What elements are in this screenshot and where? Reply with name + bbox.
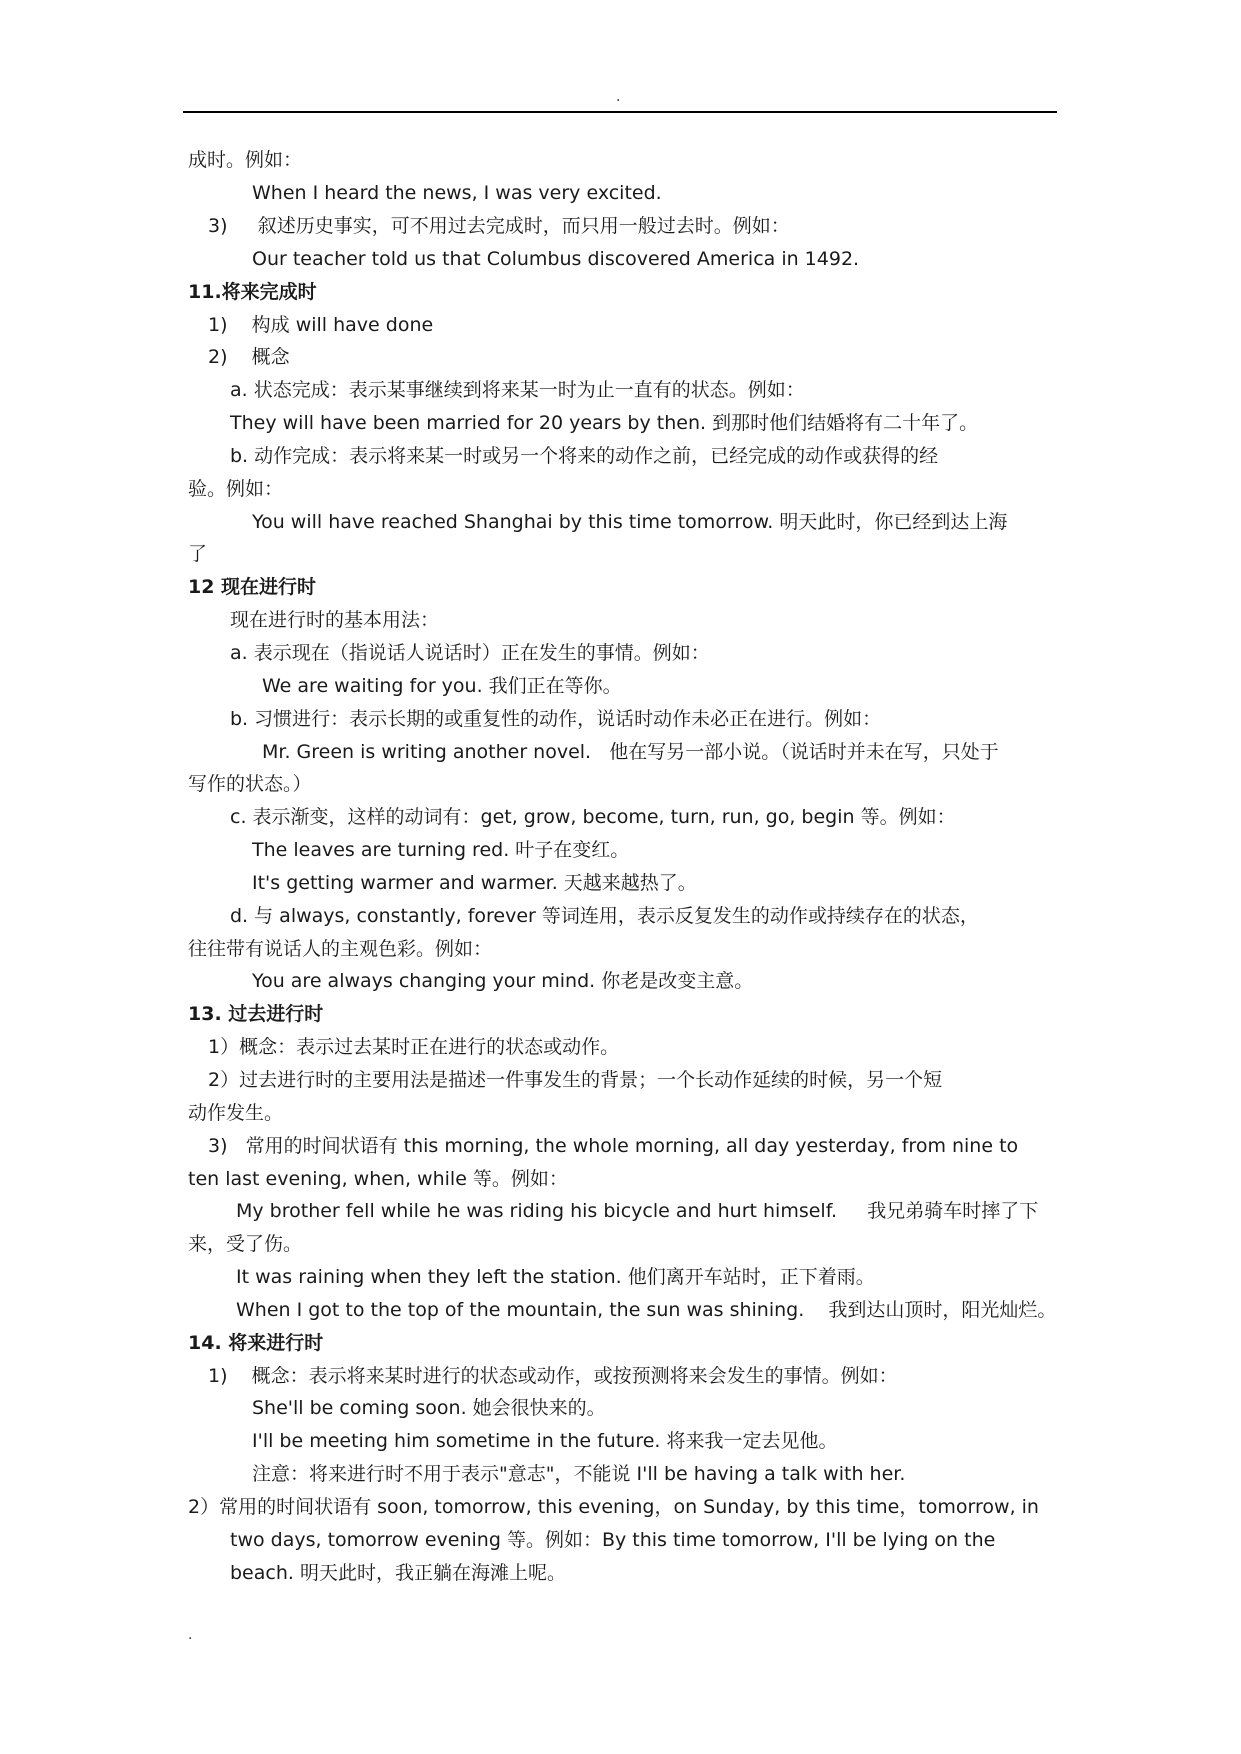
text-line: 3) 叙述历史事实，可不用过去完成时，而只用一般过去时。例如： — [208, 215, 790, 237]
text-line: a. 状态完成：表示某事继续到将来某一时为止一直有的状态。例如： — [230, 379, 805, 401]
text-line: 注意：将来进行时不用于表示"意志"，不能说 I'll be having a talk with her. — [252, 1463, 906, 1485]
text-line: d. 与 always, constantly, forever 等词连用，表示反复发生的动作或持续存在的状态， — [230, 905, 979, 927]
text-line: 2）过去进行时的主要用法是描述一件事发生的背景；一个长动作延续的时候，另一个短 — [208, 1069, 943, 1091]
text-line: 往往带有说话人的主观色彩。例如： — [188, 938, 493, 960]
text-line: two days, tomorrow evening 等。例如：By this time tomorrow, I'll be lying on the — [230, 1529, 996, 1551]
text-line: 1）概念：表示过去某时正在进行的状态或动作。 — [208, 1036, 620, 1058]
text-line: beach. 明天此时，我正躺在海滩上呢。 — [230, 1562, 566, 1584]
text-line: 写作的状态。） — [188, 773, 312, 795]
text-line: b. 习惯进行：表示长期的或重复性的动作，说话时动作未必正在进行。例如： — [230, 708, 882, 730]
text-line: 1) 构成 will have done — [208, 314, 434, 336]
text-line: Mr. Green is writing another novel. 他在写另一部小说。（说话时并未在写，只处于 — [262, 741, 999, 763]
text-line: Our teacher told us that Columbus discovered America in 1492. — [252, 248, 860, 270]
text-line: When I got to the top of the mountain, the sun was shining. 我到达山顶时，阳光灿烂。 — [236, 1299, 1057, 1321]
text-line: 2) 概念 — [208, 346, 290, 368]
text-line: It was raining when they left the station. 他们离开车站时，正下着雨。 — [236, 1266, 875, 1288]
section-heading: 11.将来完成时 — [188, 281, 317, 303]
text-line: ten last evening, when, while 等。例如： — [188, 1168, 568, 1190]
text-line: a. 表示现在（指说话人说话时）正在发生的事情。例如： — [230, 642, 710, 664]
text-line: 2）常用的时间状语有 soon, tomorrow, this evening，on Sunday, by this time，tomorrow, in — [188, 1496, 1039, 1518]
header-rule — [183, 111, 1057, 113]
text-line: You are always changing your mind. 你老是改变主意。 — [252, 970, 754, 992]
text-line: My brother fell while he was riding his bicycle and hurt himself. 我兄弟骑车时摔了下 — [236, 1200, 1039, 1222]
text-line: 3) 常用的时间状语有 this morning, the whole morning, all day yesterday, from nine to — [208, 1135, 1019, 1157]
text-line: She'll be coming soon. 她会很快来的。 — [252, 1397, 606, 1419]
text-line: b. 动作完成：表示将来某一时或另一个将来的动作之前，已经完成的动作或获得的经 — [230, 445, 939, 467]
section-heading: 13. 过去进行时 — [188, 1003, 324, 1025]
text-line: c. 表示渐变，这样的动词有：get, grow, become, turn, run, go, begin 等。例如： — [230, 806, 956, 828]
text-line: 现在进行时的基本用法： — [230, 609, 440, 631]
footer-mark: . — [188, 1627, 193, 1643]
text-line: The leaves are turning red. 叶子在变红。 — [252, 839, 630, 861]
text-line: I'll be meeting him sometime in the future. 将来我一定去见他。 — [252, 1430, 838, 1452]
text-line: 1) 概念：表示将来某时进行的状态或动作，或按预测将来会发生的事情。例如： — [208, 1365, 898, 1387]
text-line: When I heard the news, I was very excited. — [252, 182, 662, 204]
header-mark: . — [616, 89, 621, 105]
text-line: It's getting warmer and warmer. 天越来越热了。 — [252, 872, 697, 894]
text-line: You will have reached Shanghai by this time tomorrow. 明天此时，你已经到达上海 — [252, 511, 1008, 533]
text-line: They will have been married for 20 years by then. 到那时他们结婚将有二十年了。 — [230, 412, 979, 434]
text-line: 了 — [188, 543, 208, 565]
text-line: 来，受了伤。 — [188, 1233, 303, 1255]
section-heading: 14. 将来进行时 — [188, 1332, 324, 1354]
section-heading: 12 现在进行时 — [188, 576, 317, 598]
text-line: 动作发生。 — [188, 1102, 284, 1124]
text-line: 成时。例如： — [188, 149, 303, 171]
text-line: 验。例如： — [188, 478, 284, 500]
text-line: We are waiting for you. 我们正在等你。 — [262, 675, 622, 697]
